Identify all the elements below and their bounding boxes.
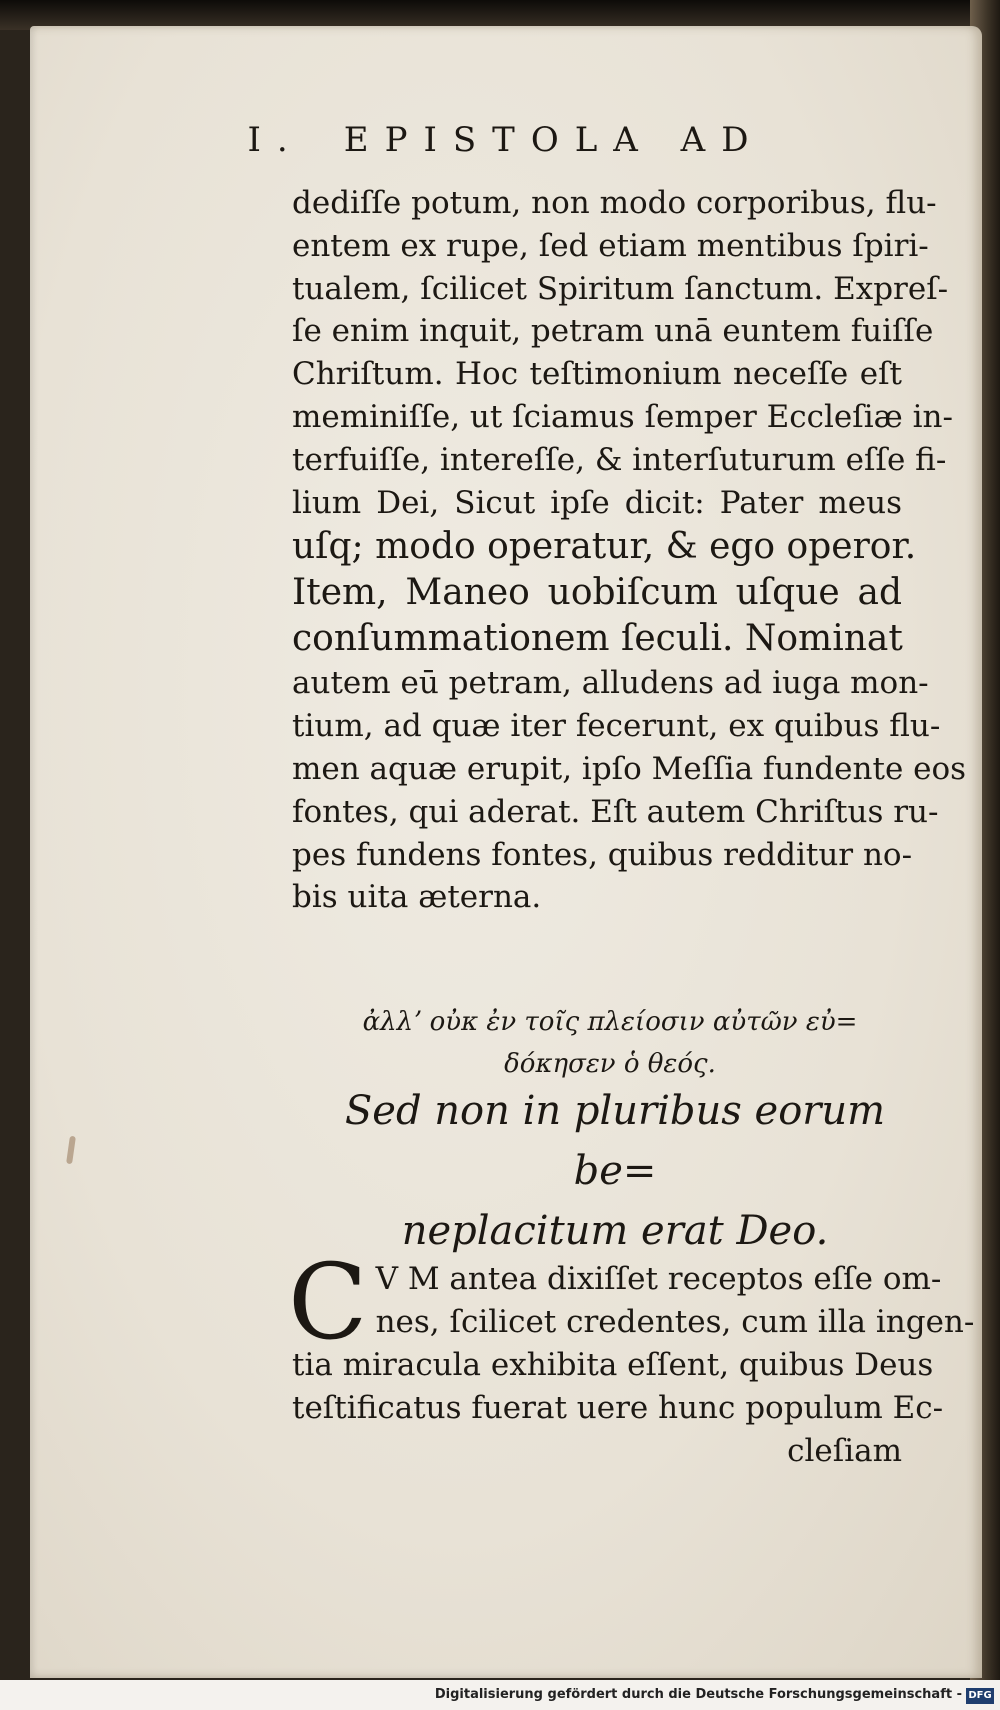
text-line: conſummationem ſeculi. Nominat [292,618,903,660]
text-line: pes fundens fontes, quibus redditur no- [292,836,913,873]
latin-line: neplacitum erat Deo. [401,1208,829,1254]
text-line: nes, ſcilicet credentes, cum illa ingen- [375,1304,975,1340]
text-line: fontes, qui aderat. Eſt autem Chriſtus ru- [292,793,939,830]
book-page [30,26,982,1678]
text-line: men aquæ erupit, ipſo Meſſia fundente eos [292,750,967,787]
dfg-logo: DFG [966,1688,994,1704]
paper-stain [66,1136,76,1165]
text-line: entem ex rupe, ſed etiam mentibus ſpiri- [292,227,929,264]
greek-line: ἀλλʼ οὐκ ἐν τοῖς πλείοσιν αὐτῶν εὐ= [362,1007,858,1037]
text-line: ſe enim inquit, petram unā euntem fuiſſe [292,313,934,350]
text-line: tualem, ſcilicet Spiritum ſanctum. Expreſ- [292,270,949,307]
catchword: cleſiam [787,1433,902,1469]
greek-line: δόκησεν ὁ θεός. [504,1049,716,1079]
text-line: tium, ad quæ iter fecerunt, ex quibus flu- [292,708,941,745]
text-line: teſtificatus fuerat uere hunc populum Ec- [292,1390,944,1426]
text-line: Item, Maneo uobiſcum uſque ad [292,572,902,614]
funding-credit: Digitalisierung gefördert durch die Deutsche Forschungsgemeinschaft - [434,1687,962,1702]
text-line: uſq; modo operatur, & ego operor. [292,526,917,568]
latin-line: Sed non in pluribus eorum be= [344,1088,886,1194]
header-title: EPISTOLA AD [343,120,765,160]
digitization-footer [0,1680,1000,1710]
page-number: I. [247,120,304,160]
text-line: lium Dei, Sicut ipſe dicit: Pater meus [292,484,902,521]
text-line: terfuiſſe, intereſſe, & interſuturum eſſe fi- [292,441,947,478]
text-line: tia miracula exhibita eſſent, quibus Deus [292,1347,934,1383]
text-line: dediſſe potum, non modo corporibus, flu- [292,185,937,221]
latin-verse-heading [320,1081,910,1261]
running-header [30,120,982,160]
drop-cap: C [288,1241,368,1363]
commentary-paragraph [288,1241,975,1473]
greek-verse [330,1001,890,1085]
text-line-last: bis uita æterna. [292,879,542,916]
text-line: V M antea dixiſſet receptos eſſe om- [375,1261,942,1297]
body-text [292,182,967,919]
text-line: Chriſtum. Hoc teſtimonium neceſſe eſt [292,356,902,393]
text-line: meminiſſe, ut ſciamus ſemper Eccleſiæ in- [292,398,953,435]
text-line: autem eū petram, alludens ad iuga mon- [292,665,929,702]
